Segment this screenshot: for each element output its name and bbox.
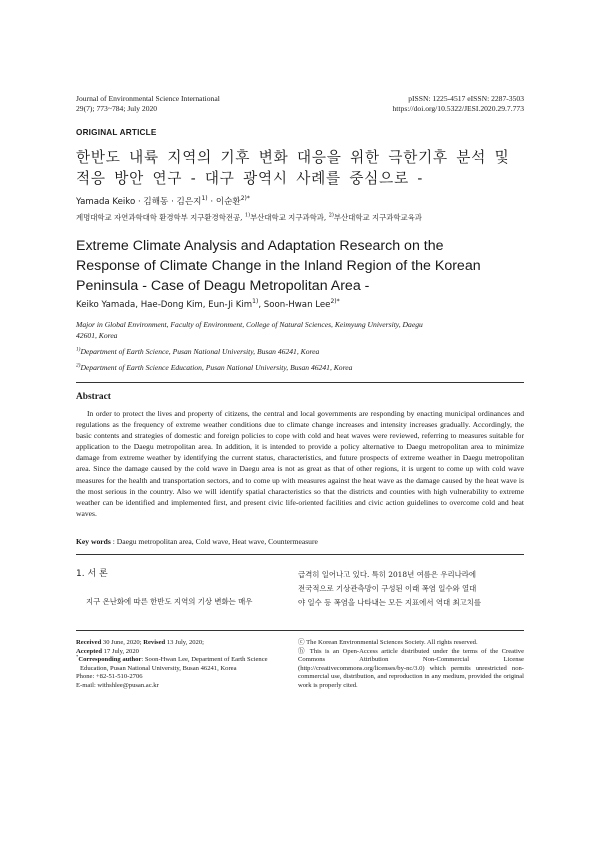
affiliation-2	[76, 362, 526, 373]
english-authors	[76, 300, 340, 310]
affiliation-mark: 1)	[201, 195, 208, 203]
affiliation-1	[76, 346, 526, 357]
article-type-label: ORIGINAL ARTICLE	[76, 128, 157, 137]
keywords-text: : Daegu metropolitan area, Cold wave, Heat wave, Countermeasure	[110, 537, 318, 546]
author-names-1: Yamada Keiko · 김해동 · 김은지	[76, 197, 202, 207]
keywords-label: Key words	[76, 537, 111, 546]
intro-right-line-1: 급격히 일어나고 있다. 특히 2018년 여름은 우리나라에	[298, 570, 477, 579]
abstract-top-divider	[76, 382, 524, 383]
affiliation-mark: 2)	[328, 212, 334, 219]
affiliation-main-line-2: 42601, Korea	[76, 331, 118, 340]
article-history	[76, 639, 291, 691]
affiliation-main-line-1: Major in Global Environment, Faculty of Environment, College of Natural Sciences, Keimyung University, Daegu	[76, 320, 423, 329]
received-date: 30 June, 2020;	[101, 639, 144, 646]
revised-date: 13 July, 2020;	[165, 639, 204, 646]
footnote-divider	[76, 630, 524, 631]
journal-volume: 29(7); 773~784; July 2020	[76, 104, 158, 113]
accepted-line	[76, 648, 291, 657]
author-names-2: · 이순환	[207, 197, 241, 207]
affiliation-mark: 2)*	[330, 298, 340, 306]
affiliation-mark: 2)	[76, 362, 81, 369]
abstract-bottom-divider	[76, 554, 524, 555]
affiliation-main	[76, 319, 526, 341]
affiliation-mark: 2)*	[240, 195, 250, 203]
affiliation-mark: 1)	[244, 212, 251, 219]
email-link[interactable]: E-mail: withshlee@pusan.ac.kr	[76, 681, 159, 689]
corresponding-mark: *	[76, 654, 79, 659]
korean-title	[76, 147, 536, 189]
doi-link[interactable]: https://doi.org/10.5322/JESI.2020.29.7.773	[392, 104, 524, 113]
affiliation-mark: 1)	[76, 346, 81, 353]
author-names-1: Keiko Yamada, Hae-Dong Kim, Eun-Ji Kim	[76, 300, 253, 310]
intro-right-line-3: 야 일수 등 폭염을 나타내는 모든 지표에서 역대 최고치를	[298, 598, 482, 607]
korean-authors	[76, 195, 250, 207]
corresponding-label: Corresponding author	[78, 656, 142, 664]
open-access-text: ⓗ This is an Open-Access article distributed under the terms of the Creative Commons Attribution Non-Commercial License (http://creativecommons.org/licenses/by-nc/3.0) which permits unrestricted non-commercial use, distribution, and reproduction in any medium, provided the original work is properly cited.	[298, 647, 524, 689]
phone: Phone: +82-51-510-2706	[76, 673, 143, 681]
affiliation-2-text: Department of Earth Science Education, Pusan National University, Busan 46241, Korea	[80, 363, 353, 372]
abstract-body: In order to protect the lives and property of citizens, the central and local governments are responding by enacting municipal ordinances and regulations as the frequency of extreme weather conditions due to climate change increases and intensity increases gradually. Accordingly, the basic contents and strategies of domestic and foreign policies to cope with cold and heat waves were reviewed, referring to measures suitable for application to the Daegu metropolitan area. In addition, it is intended to provide a policy alternative to Daegu metropolitan area to minimize damage from extreme weather by identifying the current status, characteristics, and future prospects of extreme weather in Daegu metropolitan area. Since the damage caused by the cold wave in Daegu area is not as great as that of other regions, it is urgent to come up with cold wave measures for the health and transportation sectors, and to come up with measures against the heat wave as the damage caused by the heat wave is the most serious in the country. Also we will identify spatial characteristics so that the districts and counties with high vulnerability to extreme weather can be identified and implemented first, and present civic life-oriented facilities and civic action guidelines to overcome cold and heat waves.	[76, 409, 524, 518]
corresponding-line-2: Education, Pusan National University, Busan 46241, Korea	[80, 664, 237, 672]
english-title-line-2: Response of Climate Change in the Inland Region of the Korean	[76, 258, 481, 274]
journal-name: Journal of Environmental Science International	[76, 94, 220, 103]
english-title-line-3: Peninsula - Case of Deagu Metropolitan Area -	[76, 278, 370, 294]
copyright-line: ⓒ The Korean Environmental Sciences Society. All rights reserved.	[298, 639, 478, 646]
affiliation-text: 부산대학교 지구과학교육과	[333, 213, 422, 222]
affiliation-text: 부산대학교 지구과학과,	[250, 213, 329, 222]
author-names-2: , Soon-Hwan Lee	[258, 300, 331, 310]
english-affiliations	[76, 319, 526, 378]
affiliation-mark: 1)	[252, 298, 259, 306]
affiliation-text: 계명대학교 자연과학대학 환경학부 지구환경학전공,	[76, 213, 245, 222]
abstract-heading: Abstract	[76, 392, 111, 402]
received-revised-line	[76, 639, 291, 648]
license-notice	[298, 639, 524, 691]
intro-right-line-2: 전국적으로 기상관측망이 구성된 이래 폭염 일수와 열대	[298, 584, 477, 593]
affiliation-1-text: Department of Earth Science, Pusan National University, Busan 46241, Korea	[80, 347, 320, 356]
received-label: Received	[76, 639, 102, 646]
corresponding-line-1: : Soon-Hwan Lee, Department of Earth Science	[141, 656, 268, 664]
issn-line: pISSN: 1225-4517 eISSN: 2287-3503	[408, 94, 524, 103]
corresponding-author	[76, 656, 291, 665]
english-title	[76, 236, 536, 296]
keywords	[76, 537, 318, 546]
intro-text-left: 지구 온난화에 따른 한반도 지역의 기상 변화는 매우	[86, 597, 253, 606]
section-heading-introduction: 1. 서 론	[76, 569, 108, 579]
korean-title-line-2: 적응 방안 연구 - 대구 광역시 사례를 중심으로 -	[76, 170, 424, 187]
journal-info	[76, 94, 220, 114]
korean-affiliations	[76, 212, 422, 223]
accepted-date: 17 July, 2020	[102, 647, 139, 655]
issn-doi-block	[393, 94, 525, 114]
korean-title-line-1: 한반도 내륙 지역의 기후 변화 대응을 위한 극한기후 분석 및	[76, 149, 510, 166]
accepted-label: Accepted	[76, 647, 102, 655]
revised-label: Revised	[143, 639, 166, 646]
intro-text-right	[298, 568, 524, 610]
english-title-line-1: Extreme Climate Analysis and Adaptation Research on the	[76, 238, 444, 254]
